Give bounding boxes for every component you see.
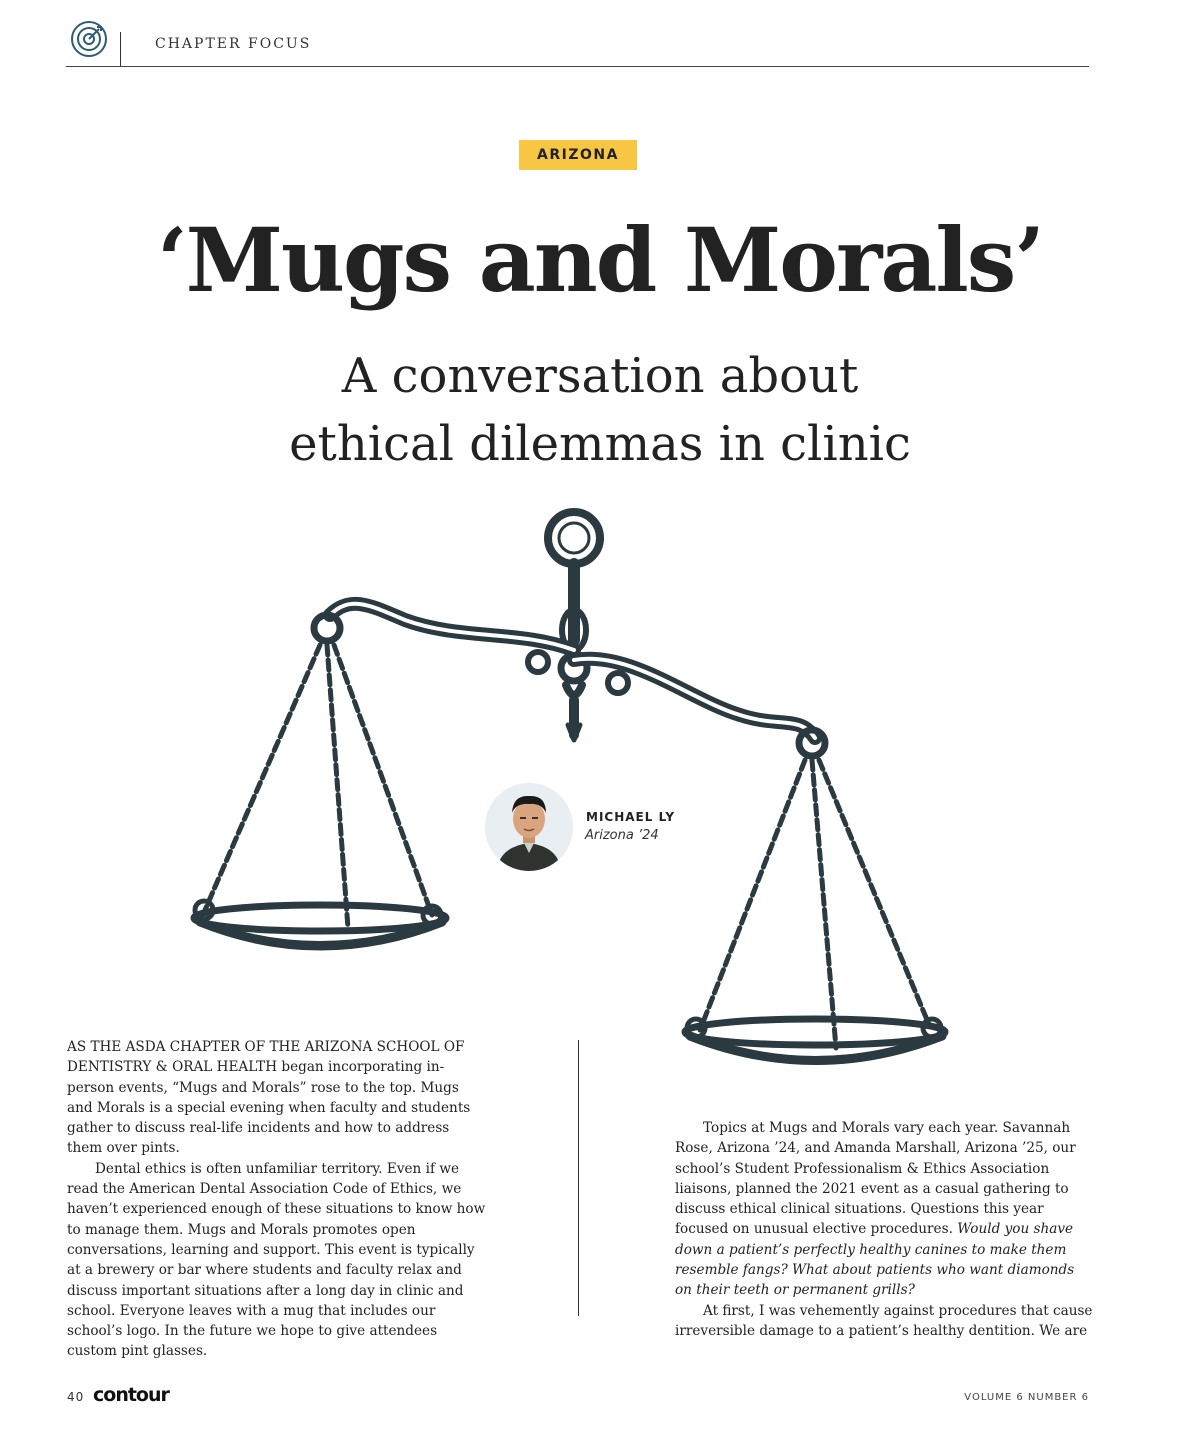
- region-tag: ARIZONA: [519, 140, 637, 170]
- scales-of-justice-illustration: [180, 500, 960, 1090]
- body-column-left: [67, 1037, 487, 1362]
- column-divider: [578, 1040, 579, 1316]
- page-number: 40: [67, 1390, 85, 1404]
- author-avatar: [485, 783, 573, 871]
- target-icon: [70, 20, 108, 58]
- body-column-right: [675, 1118, 1095, 1341]
- italic-questions: Would you shave down a patient’s perfectly healthy canines to make them resemble fangs? What about patients who want diamonds on their teeth or permanent grills?: [675, 1221, 1075, 1299]
- article-headline: ‘Mugs and Morals’: [156, 208, 1043, 312]
- body-paragraph: At first, I was vehemently against procedures that cause irreversible damage to a patient’s healthy dentition. We are: [675, 1302, 1093, 1339]
- magazine-logo: contour: [93, 1384, 169, 1406]
- body-paragraph: Dental ethics is often unfamiliar territory. Even if we read the American Dental Association Code of Ethics, we haven’t experienced enough of these situations to know how to manage them. Mugs and Morals promotes open conversations, learning and support. This event is typically at a brewery or bar where students and faculty relax and discuss important situations after a long day in clinic and school. Everyone leaves with a mug that includes our school’s logo. In the future we hope to give attendees custom pint glasses.: [67, 1160, 486, 1360]
- paragraph-text: began incorporating in-person events, “Mugs and Morals” rose to the top. Mugs and Morals is a special evening when faculty and students gather to discuss real-life incidents and how to address them over pints.: [67, 1059, 471, 1157]
- subhead-line-2: ethical dilemmas in clinic: [289, 416, 911, 472]
- author-name: MICHAEL LY: [586, 810, 676, 824]
- issue-label: VOLUME 6 NUMBER 6: [964, 1392, 1089, 1403]
- subhead-line-1: A conversation about: [341, 348, 859, 404]
- article-subhead: [0, 342, 1200, 478]
- author-affiliation: Arizona ’24: [585, 828, 659, 843]
- lead-in-caps: AS THE ASDA CHAPTER OF THE ARIZONA SCHOOL OF DENTISTRY & ORAL HEALTH: [67, 1039, 465, 1076]
- header-rule: [66, 66, 1089, 67]
- paragraph-text: Topics at Mugs and Morals vary each year. Savannah Rose, Arizona ’24, and Amanda Marshall, Arizona ’25, our school’s Student Professionalism & Ethics Association liaisons, planned the 2021 event as a casual gathering to discuss ethical clinical situations. Questions this year focused on unusual elective procedures.: [675, 1120, 1076, 1238]
- section-header-label: CHAPTER FOCUS: [155, 36, 312, 52]
- body-paragraph: [675, 1118, 1095, 1301]
- header-divider: [120, 32, 121, 66]
- body-paragraph: [67, 1037, 487, 1159]
